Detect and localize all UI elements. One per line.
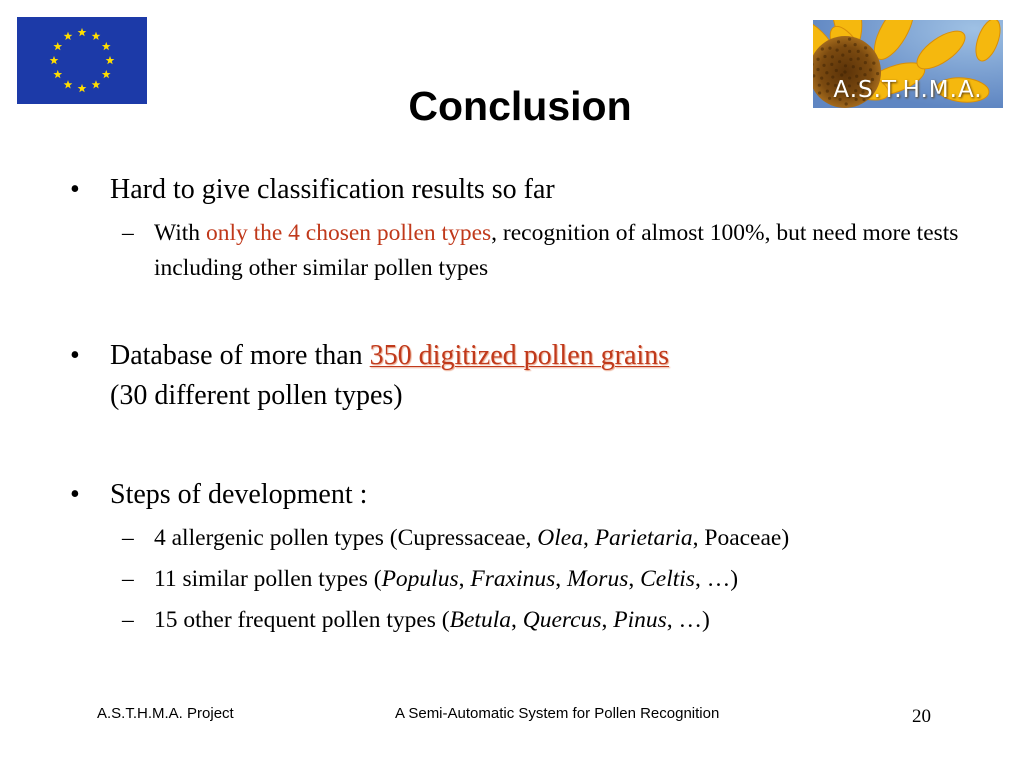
highlight-link-text: 350 digitized pollen grains [369,340,670,371]
text-segment: , [582,525,595,551]
bullet-marker: • [70,174,80,205]
italic-text: Betula [449,607,511,633]
sub-bullet-text [154,562,982,597]
text-segment: 15 other frequent pollen types ( [154,607,450,633]
sub-bullet-marker: – [122,566,134,592]
sub-bullet-marker: – [122,607,134,633]
sub-bullet-marker: – [122,525,134,551]
bullet-marker: • [70,479,80,510]
text-segment: , …) [666,607,710,633]
italic-text: Morus [566,566,629,592]
bullet-text: Steps of development : [110,479,368,510]
sub-bullet-text [154,521,982,556]
page-number: 20 [912,706,931,727]
italic-text: Fraxinus [470,566,556,592]
sub-bullet-text [154,216,982,286]
sub-bullet-text [154,603,982,638]
italic-text: Olea [537,525,583,551]
bullet-text [110,336,970,416]
highlight-text: only the 4 chosen pollen types [205,220,492,246]
italic-text: Populus [381,566,459,592]
italic-text: Celtis [640,566,695,592]
text-segment: , [458,566,471,592]
text-segment: , [601,607,614,633]
text-segment: (30 different pollen types) [110,380,403,411]
text-segment: , [628,566,641,592]
italic-text: Parietaria [594,525,693,551]
text-segment: With [154,220,206,246]
footer-project: A.S.T.H.M.A. Project [97,705,234,722]
logo-text: A.S.T.H.M.A. [833,77,983,103]
bullet-text: Hard to give classification results so far [110,174,555,205]
text-segment: 11 similar pollen types ( [154,566,382,592]
slide-title: Conclusion [408,83,632,129]
text-segment: Database of more than [110,340,370,371]
text-segment: 4 allergenic pollen types (Cupressaceae, [154,525,538,551]
bullet-marker: • [70,340,80,371]
text-segment: , [555,566,567,592]
text-segment: , Poaceae) [692,525,790,551]
italic-text: Pinus [613,607,667,633]
italic-text: Quercus [522,607,602,633]
text-segment: , recognition of almost 100%, but need more tests including other similar pollen types [154,220,959,281]
text-segment: , …) [694,566,739,592]
text-segment: , [510,607,523,633]
footer-subtitle: A Semi-Automatic System for Pollen Recognition [395,705,720,722]
sub-bullet-marker: – [122,220,134,246]
